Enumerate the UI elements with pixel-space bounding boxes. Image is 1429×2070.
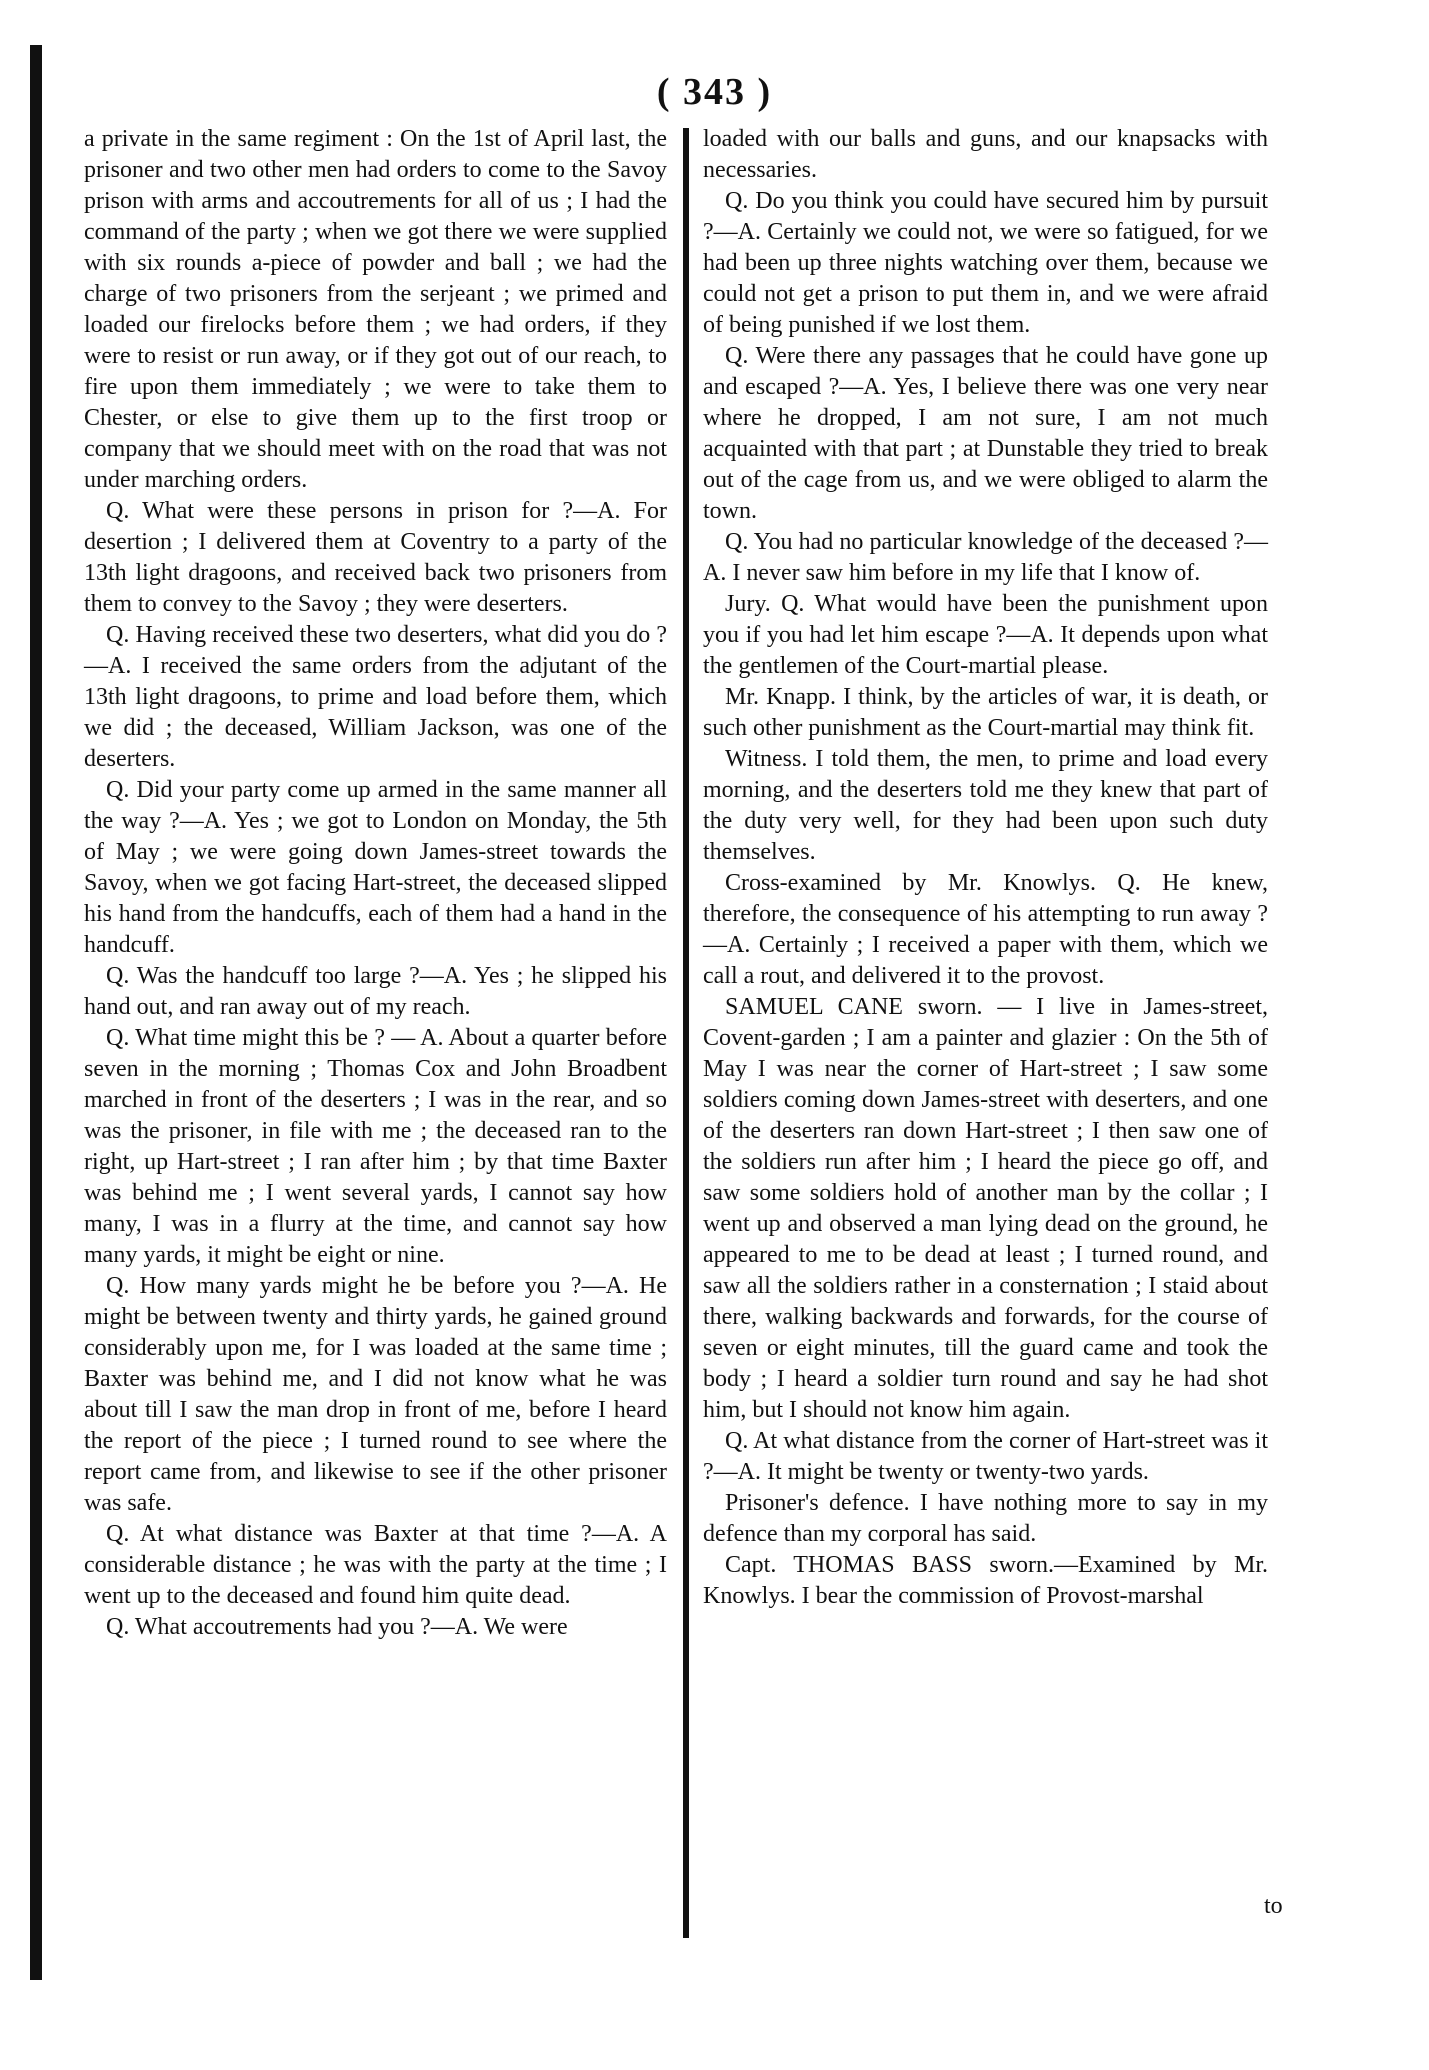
paragraph: Q. Having received these two deserters, what did you do ?—A. I received the same orders from the adjutant of the 13th light dragoons, to prime and load before them, which we did ; the deceased, William Jackson, was one of the deserters. [84, 622, 667, 772]
paragraph: Capt. THOMAS BASS sworn.—Examined by Mr. Knowlys. I bear the commission of Provost-marshal [703, 1552, 1268, 1609]
paragraph: Mr. Knapp. I think, by the articles of war, it is death, or such other punishment as the Court-martial may think fit. [703, 684, 1268, 741]
paragraph: Prisoner's defence. I have nothing more to say in my defence than my corporal has said. [703, 1490, 1268, 1547]
paragraph: Q. Was the handcuff too large ?—A. Yes ; he slipped his hand out, and ran away out of my reach. [84, 963, 667, 1020]
paragraph: Q. What were these persons in prison for ?—A. For desertion ; I delivered them at Coventry to a party of the 13th light dragoons, and received back two prisoners from them to convey to the Savoy ; they were deserters. [84, 498, 667, 617]
paragraph: Q. You had no particular knowledge of the deceased ?—A. I never saw him before in my life that I know of. [703, 529, 1268, 586]
catchword: to [1264, 1893, 1283, 1919]
paragraph: Q. What time might this be ? — A. About a quarter before seven in the morning ; Thomas Cox and John Broadbent marched in front of the deserters ; I was in the rear, and so was the prisoner, in file with me ; the deceased ran to the right, up Hart-street ; I ran after him ; by that time Baxter was behind me ; I went several yards, I cannot say how many, I was in a flurry at the time, and cannot say how many yards, it might be eight or nine. [84, 1025, 667, 1268]
right-column [703, 124, 1268, 1612]
paragraph: Q. What accoutrements had you ?—A. We were [106, 1614, 568, 1640]
paragraph: Q. At what distance was Baxter at that time ?—A. A considerable distance ; he was with the party at the time ; I went up to the deceased and found him quite dead. [84, 1521, 667, 1609]
paragraph: Q. How many yards might he be before you ?—A. He might be between twenty and thirty yards, he gained ground considerably upon me, for I was loaded at the same time ; Baxter was behind me, and I did not know what he was about till I saw the man drop in front of me, before I heard the report of the piece ; I turned round to see where the report came from, and likewise to see if the other prisoner was safe. [84, 1273, 667, 1516]
paragraph: Q. Do you think you could have secured him by pursuit ?—A. Certainly we could not, we were so fatigued, for we had been up three nights watching over them, because we could not get a prison to put them in, and we were afraid of being punished if we lost them. [703, 188, 1268, 338]
paragraph: Q. Were there any passages that he could have gone up and escaped ?—A. Yes, I believe there was one very near where he dropped, I am not sure, I am not much acquainted with that part ; at Dunstable they tried to break out of the cage from us, and we were obliged to alarm the town. [703, 343, 1268, 524]
paragraph: SAMUEL CANE sworn. — I live in James-street, Covent-garden ; I am a painter and glazier : On the 5th of May I was near the corner of Hart-street ; I saw some soldiers coming down James-street with deserters, and one of the deserters ran down Hart-street ; I then saw one of the soldiers run after him ; I heard the piece go off, and saw some soldiers hold of another man by the collar ; I went up and observed a man lying dead on the ground, he appeared to me to be dead at least ; I turned round, and saw all the soldiers rather in a consternation ; I staid about there, walking backwards and forwards, for the course of seven or eight minutes, till the guard came and took the body ; I heard a soldier turn round and say he had shot him, but I should not know him again. [703, 994, 1268, 1423]
paragraph: loaded with our balls and guns, and our knapsacks with necessaries. [703, 126, 1268, 183]
paragraph: Cross-examined by Mr. Knowlys. Q. He knew, therefore, the consequence of his attempting to run away ?—A. Certainly ; I received a paper with them, which we call a rout, and delivered it to the provost. [703, 870, 1268, 989]
paragraph: Q. Did your party come up armed in the same manner all the way ?—A. Yes ; we got to London on Monday, the 5th of May ; we were going down James-street towards the Savoy, when we got facing Hart-street, the deceased slipped his hand from the handcuffs, each of them had a hand in the handcuff. [84, 777, 667, 958]
paragraph: Jury. Q. What would have been the punishment upon you if you had let him escape ?—A. It depends upon what the gentlemen of the Court-martial please. [703, 591, 1268, 679]
paragraph: Q. At what distance from the corner of Hart-street was it ?—A. It might be twenty or twenty-two yards. [703, 1428, 1268, 1485]
paragraph: Witness. I told them, the men, to prime and load every morning, and the deserters told me they knew that part of the duty very well, for they had been upon such duty themselves. [703, 746, 1268, 865]
column-divider-rule [683, 128, 689, 1938]
paragraph: a private in the same regiment : On the 1st of April last, the prisoner and two other men had orders to come to the Savoy prison with arms and accoutrements for all of us ; I had the command of the party ; when we got there we were supplied with six rounds a-piece of powder and ball ; we had the charge of two prisoners from the serjeant ; we primed and loaded our firelocks before them ; we had orders, if they were to resist or run away, or if they got out of our reach, to fire upon them immediately ; we were to take them to Chester, or else to give them up to the first troop or company that we should meet with on the road that was not under marching orders. [84, 126, 667, 493]
left-column [84, 124, 667, 1643]
page-edge-rule [30, 45, 42, 1980]
page-number-header: ( 343 ) [656, 71, 773, 113]
